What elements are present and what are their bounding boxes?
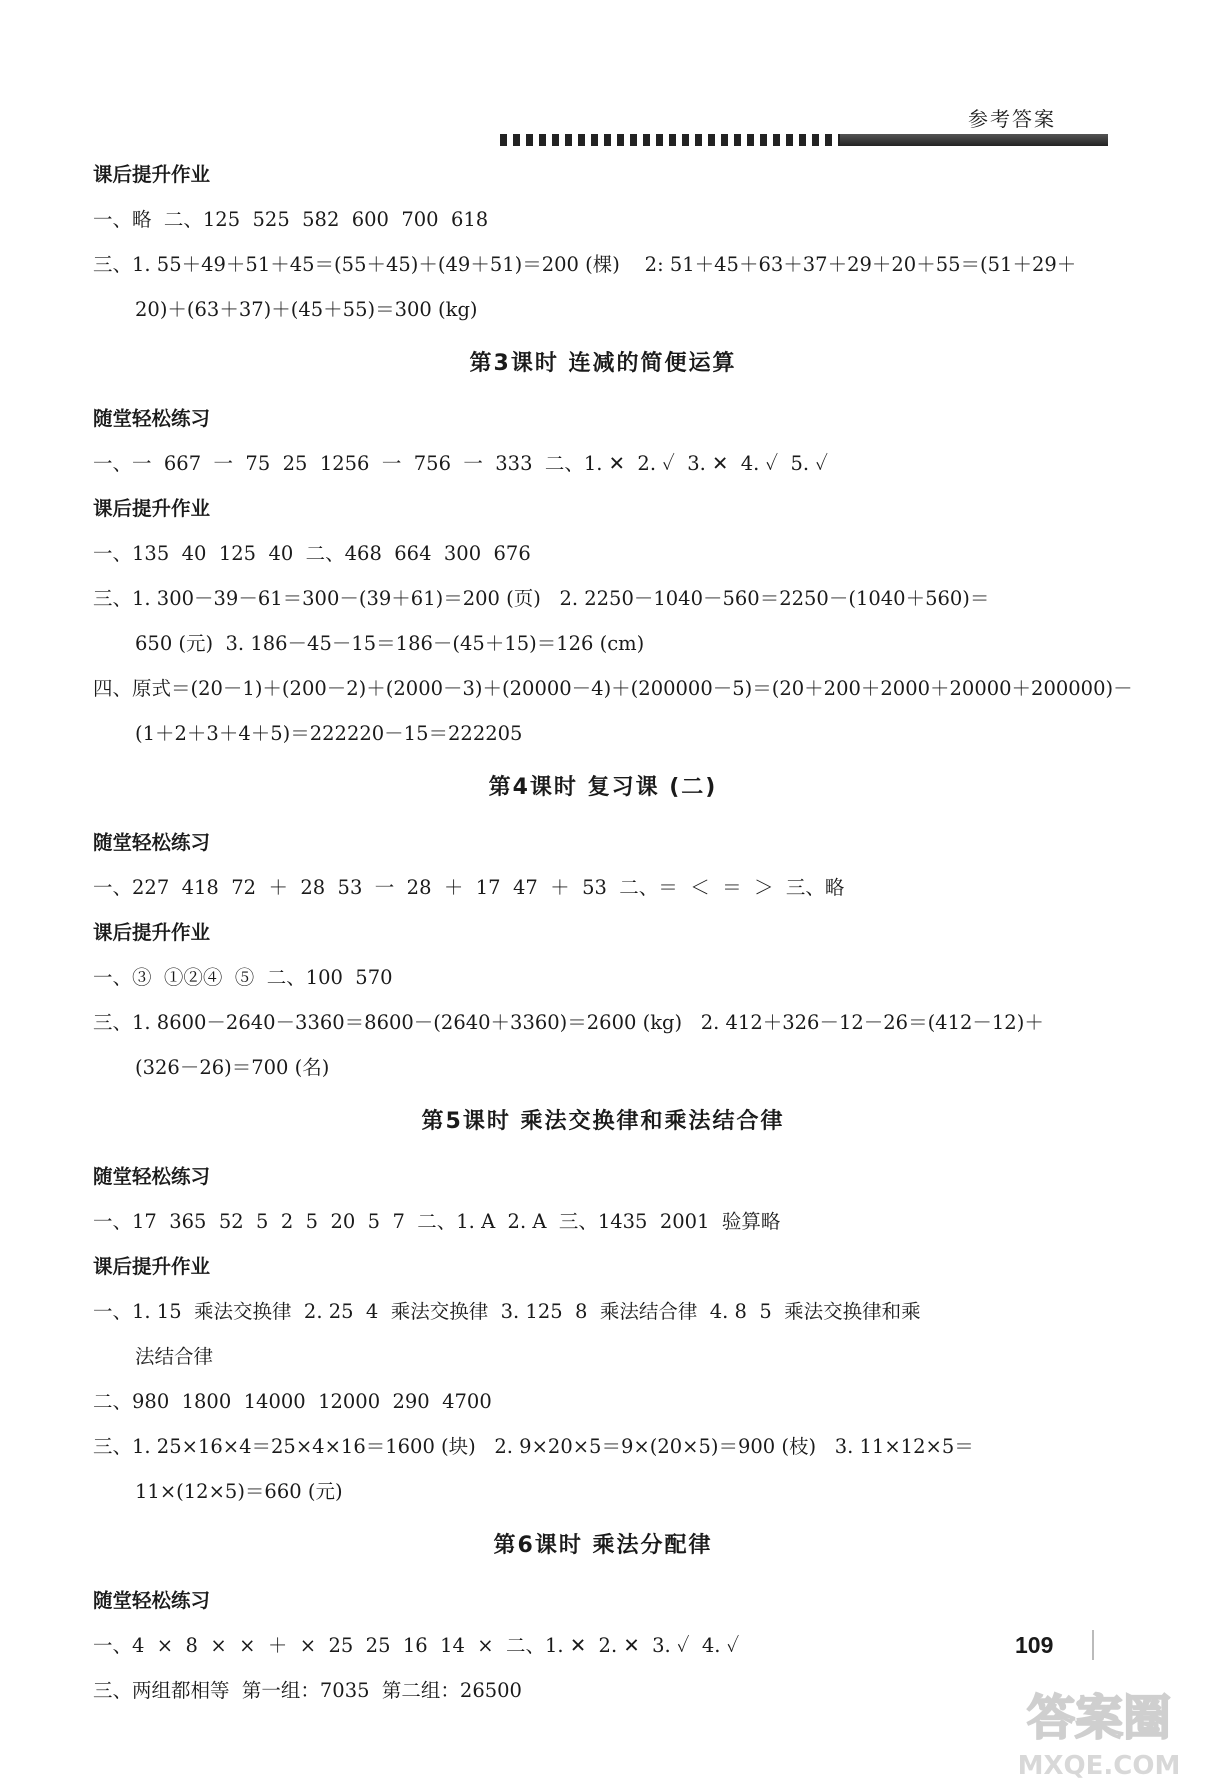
page-number: 109 — [1015, 1632, 1054, 1658]
answer-line: 法结合律 — [135, 1345, 214, 1368]
answer-line: 四、原式＝(20－1)＋(200－2)＋(2000－3)＋(20000－4)＋(200000－5)＝(20＋200＋2000＋20000＋200000)－ — [93, 677, 1133, 700]
answer-content — [93, 152, 1133, 1713]
answer-line: 一、1. 15 乘法交换律 2. 25 4 乘法交换律 3. 125 8 乘法结合律 4. 8 5 乘法交换律和乘 — [93, 1300, 921, 1323]
watermark-main: 答案圈 — [1026, 1690, 1172, 1746]
answer-line: 一、17 365 52 5 2 5 20 5 7 二、1. A 2. A 三、1435 2001 验算略 — [93, 1210, 781, 1233]
subsection-heading: 课后提升作业 — [93, 497, 211, 520]
answer-line: 20)＋(63＋37)＋(45＋55)＝300 (kg) — [135, 298, 478, 321]
header-title: 参考答案 — [968, 107, 1056, 131]
answer-line: 三、1. 25×16×4＝25×4×16＝1600 (块) 2. 9×20×5＝9×(20×5)＝900 (枝) 3. 11×12×5＝ — [93, 1435, 974, 1458]
answer-line: (326－26)＝700 (名) — [135, 1056, 330, 1079]
answer-line: 三、两组都相等 第一组：7035 第二组：26500 — [93, 1679, 522, 1702]
answer-line: 11×(12×5)＝660 (元) — [135, 1480, 343, 1503]
answer-line: 二、980 1800 14000 12000 290 4700 — [93, 1390, 492, 1413]
subsection-heading: 课后提升作业 — [93, 1255, 211, 1278]
answer-line: (1＋2＋3＋4＋5)＝222220－15＝222205 — [135, 722, 523, 745]
watermark-sub: MXQE.COM — [1017, 1751, 1181, 1781]
section-title: 第5课时 乘法交换律和乘法结合律 — [421, 1109, 785, 1134]
answer-line: 三、1. 300－39－61＝300－(39＋61)＝200 (页) 2. 2250－1040－560＝2250－(1040＋560)＝ — [93, 587, 990, 610]
answer-line: 一、227 418 72 ＋ 28 53 一 28 ＋ 17 47 ＋ 53 二、＝ ＜ ＝ ＞ 三、略 — [93, 876, 845, 899]
subsection-heading: 课后提升作业 — [93, 163, 211, 186]
answer-line: 三、1. 55＋49＋51＋45＝(55＋45)＋(49＋51)＝200 (棵) 2: 51＋45＋63＋37＋29＋20＋55＝(51＋29＋ — [93, 253, 1077, 276]
subsection-heading: 随堂轻松练习 — [93, 1589, 211, 1612]
answer-line: 一、一 667 一 75 25 1256 一 756 一 333 二、1. ✕ 2. ✓ 3. ✕ 4. ✓ 5. ✓ — [93, 452, 828, 475]
section-title: 第6课时 乘法分配律 — [493, 1533, 713, 1558]
answer-line: 一、略 二、125 525 582 600 700 618 — [93, 208, 489, 231]
answer-line: 三、1. 8600－2640－3360＝8600－(2640＋3360)＝2600 (kg) 2. 412＋326－12－26＝(412－12)＋ — [93, 1011, 1044, 1034]
header-rule-solid — [840, 134, 1108, 146]
page-number-bar — [1092, 1630, 1094, 1660]
answer-line: 650 (元) 3. 186－45－15＝186－(45＋15)＝126 (cm) — [135, 632, 645, 655]
subsection-heading: 随堂轻松练习 — [93, 1165, 211, 1188]
watermark-logo — [1004, 1674, 1194, 1784]
answer-line: 一、③ ①②④ ⑤ 二、100 570 — [93, 966, 393, 989]
section-title: 第4课时 复习课 (二) — [488, 775, 718, 800]
subsection-heading: 随堂轻松练习 — [93, 407, 211, 430]
answer-line: 一、4 × 8 × × ＋ × 25 25 16 14 × 二、1. ✕ 2. ✕ 3. ✓ 4. ✓ — [93, 1634, 740, 1657]
section-title: 第3课时 连减的简便运算 — [469, 351, 737, 376]
subsection-heading: 课后提升作业 — [93, 921, 211, 944]
answer-line: 一、135 40 125 40 二、468 664 300 676 — [93, 542, 531, 565]
subsection-heading: 随堂轻松练习 — [93, 831, 211, 854]
